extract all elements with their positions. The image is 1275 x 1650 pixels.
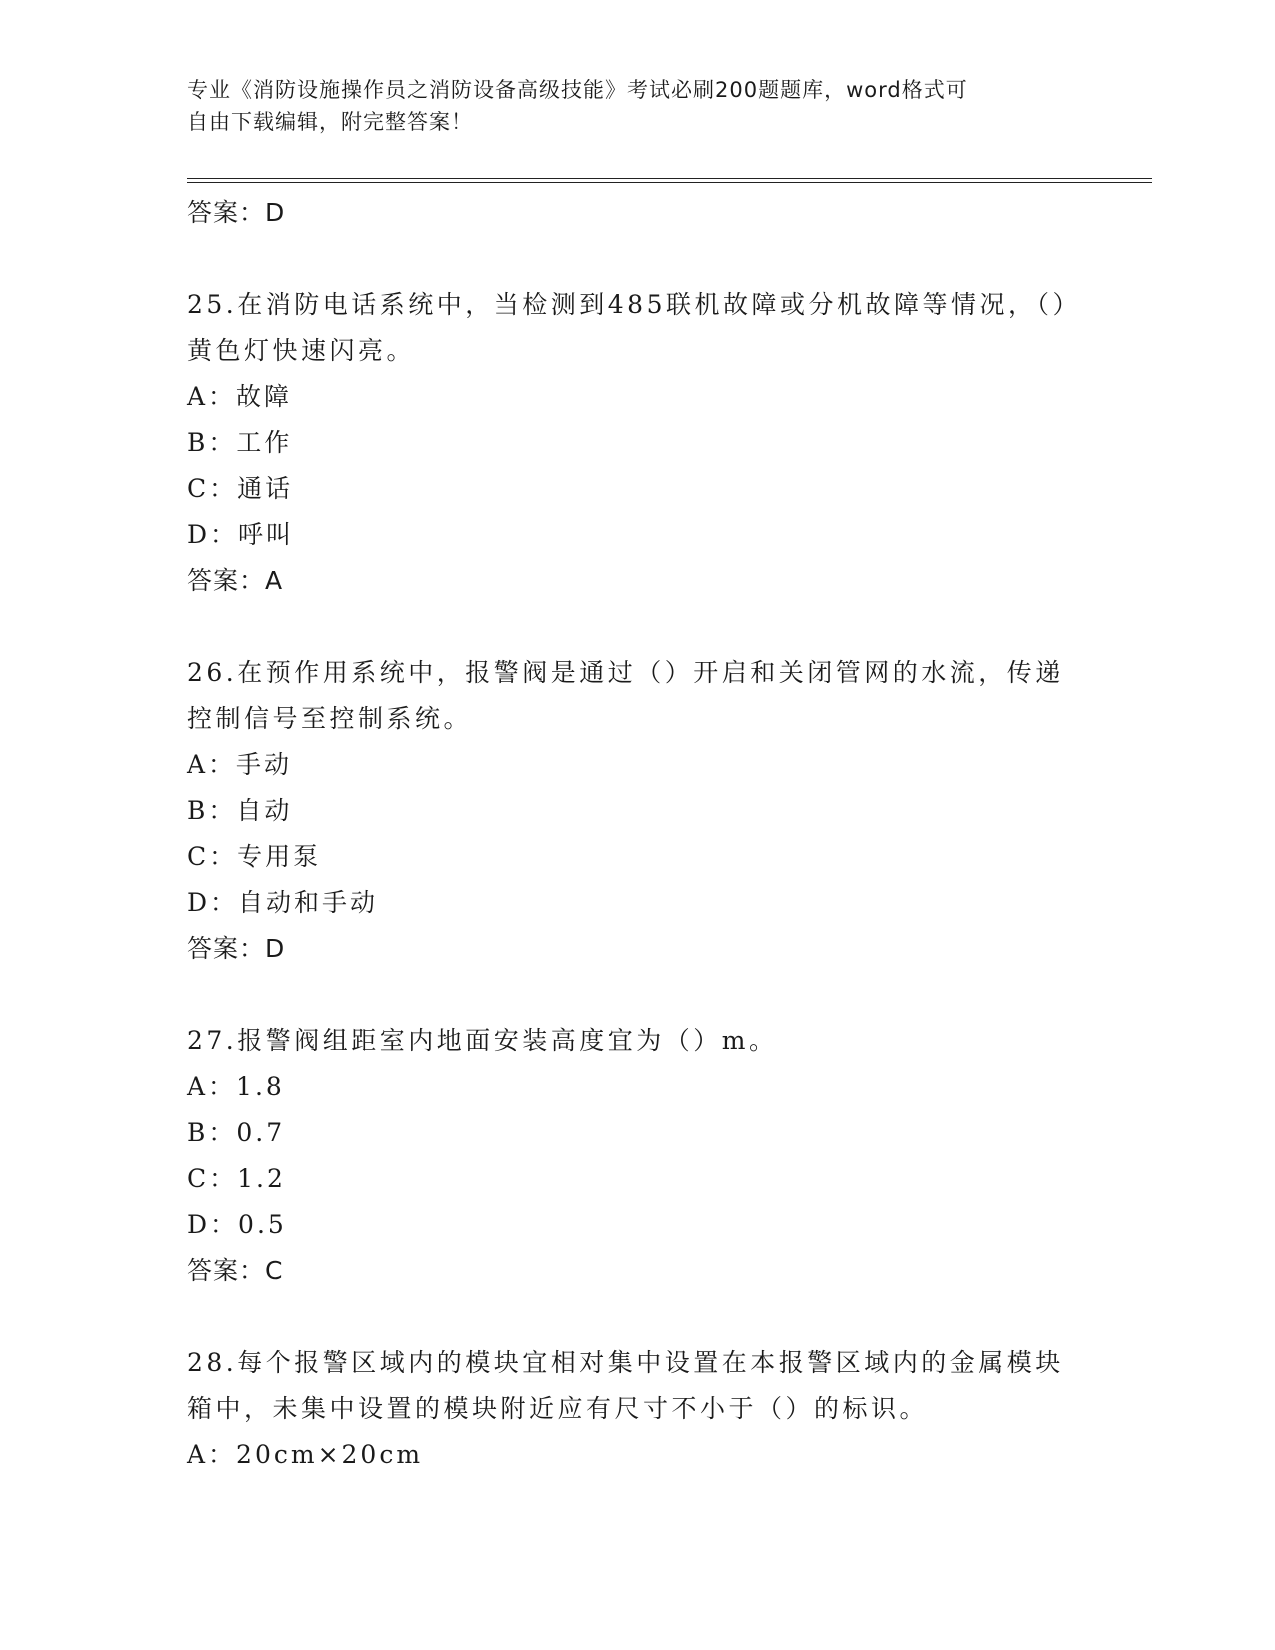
spacer xyxy=(187,1294,1087,1340)
question-block-28 xyxy=(187,1340,1087,1478)
previous-answer: 答案：D xyxy=(187,198,286,227)
question-text: 27.报警阀组距室内地面安装高度宜为（）m。 xyxy=(187,1026,778,1055)
answer-line: 答案：C xyxy=(187,1256,284,1285)
question-block-27 xyxy=(187,1018,1087,1294)
question-block-26 xyxy=(187,650,1087,972)
spacer xyxy=(187,604,1087,650)
option-c: C：1.2 xyxy=(187,1164,286,1193)
spacer xyxy=(187,236,1087,282)
option-d: D：0.5 xyxy=(187,1210,287,1239)
option-d: D：呼叫 xyxy=(187,520,295,549)
question-list xyxy=(187,190,1087,1478)
question-text: 26.在预作用系统中，报警阀是通过（）开启和关闭管网的水流，传递控制信号至控制系统。 xyxy=(187,658,1064,733)
header-divider xyxy=(187,178,1152,183)
option-d: D：自动和手动 xyxy=(187,888,379,917)
question-block-25 xyxy=(187,282,1087,604)
header-line-2: 自由下载编辑，附完整答案！ xyxy=(187,110,473,134)
option-a: A：手动 xyxy=(187,750,293,779)
option-b: B：自动 xyxy=(187,796,293,825)
option-c: C：通话 xyxy=(187,474,294,503)
answer-line: 答案：D xyxy=(187,934,286,963)
question-text: 25.在消防电话系统中，当检测到485联机故障或分机故障等情况，（）黄色灯快速闪亮。 xyxy=(187,290,1069,365)
option-b: B：工作 xyxy=(187,428,293,457)
option-c: C：专用泵 xyxy=(187,842,322,871)
answer-line: 答案：A xyxy=(187,566,284,595)
header-line-1: 专业《消防设施操作员之消防设备高级技能》考试必刷200题题库，word格式可 xyxy=(187,78,968,102)
spacer xyxy=(187,972,1087,1018)
option-a: A：20cm×20cm xyxy=(187,1440,424,1469)
question-text: 28.每个报警区域内的模块宜相对集中设置在本报警区域内的金属模块箱中，未集中设置的模块附近应有尺寸不小于（）的标识。 xyxy=(187,1348,1064,1423)
option-b: B：0.7 xyxy=(187,1118,286,1147)
option-a: A：故障 xyxy=(187,382,293,411)
document-header xyxy=(187,74,1087,138)
option-a: A：1.8 xyxy=(187,1072,285,1101)
